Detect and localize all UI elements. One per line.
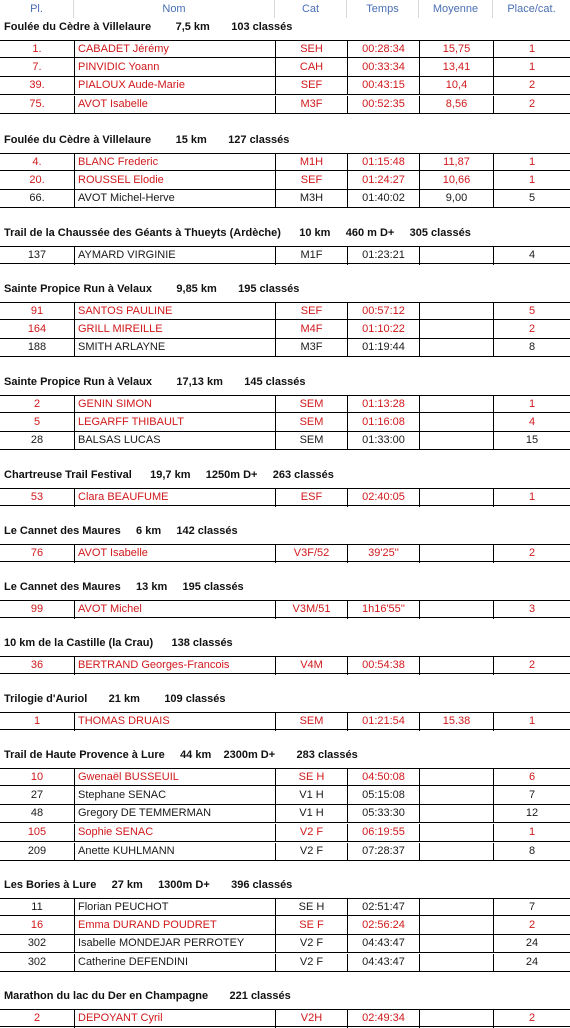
cell-average[interactable] — [419, 899, 493, 917]
cell-category[interactable]: V2H — [275, 1010, 347, 1028]
cell-place[interactable]: 2 — [33, 398, 41, 410]
cell-name[interactable]: SANTOS PAULINE — [74, 303, 275, 321]
cell-average[interactable]: 9,00 — [419, 190, 493, 208]
cell-place-category[interactable]: 5 — [493, 303, 570, 321]
cell-place[interactable]: 7. — [32, 60, 42, 73]
cell-time[interactable]: 00:57:12 — [347, 303, 419, 321]
cell-category[interactable]: M3F — [275, 96, 347, 114]
cell-place[interactable]: 302 — [27, 956, 47, 969]
cell-category[interactable]: SEH — [275, 41, 347, 59]
result-row — [0, 787, 570, 805]
cell-category[interactable]: M1H — [275, 154, 347, 172]
race-title: Les Bories à Lure 27 km 1300m D+ 396 classés — [4, 879, 293, 891]
cell-name[interactable]: Emma DURAND POUDRET — [74, 917, 275, 935]
cell-place[interactable]: 48 — [30, 807, 44, 820]
cell-category[interactable]: ESF — [275, 489, 347, 507]
cell-place[interactable]: 20. — [29, 173, 45, 186]
result-row — [0, 395, 570, 413]
cell-time[interactable]: 02:51:47 — [347, 899, 419, 917]
result-row — [0, 153, 570, 171]
cell-category[interactable]: SE H — [275, 899, 347, 917]
cell-name[interactable]: GENIN SIMON — [74, 396, 275, 414]
result-row — [0, 77, 570, 95]
cell-category[interactable]: SEM — [275, 432, 347, 450]
cell-average[interactable] — [419, 339, 493, 357]
cell-time[interactable]: 01:21:54 — [347, 713, 419, 731]
result-row — [0, 96, 570, 114]
cell-time[interactable]: 04:43:47 — [347, 954, 419, 972]
cell-place[interactable]: 66. — [29, 192, 45, 205]
cell-place-category[interactable]: 7 — [493, 787, 570, 805]
cell-category[interactable]: M1F — [275, 247, 347, 265]
cell-category[interactable]: CAH — [275, 59, 347, 77]
cell-place-category[interactable]: 6 — [493, 769, 570, 787]
cell-place-category[interactable]: 2 — [493, 1010, 570, 1028]
cell-time[interactable]: 00:54:38 — [347, 657, 419, 675]
cell-place[interactable]: 5 — [33, 415, 41, 428]
race-title: Trail de Haute Provence à Lure 44 km 2300m D+ 283 classés — [4, 749, 358, 761]
cell-place[interactable]: 1. — [32, 43, 42, 55]
cell-category[interactable]: M4F — [275, 321, 347, 339]
result-row — [0, 414, 570, 432]
cell-place[interactable]: 10 — [30, 771, 44, 783]
cell-average[interactable]: 8,56 — [419, 96, 493, 114]
cell-time[interactable]: 01:40:02 — [347, 190, 419, 208]
cell-place[interactable]: 209 — [27, 844, 47, 857]
cell-place[interactable]: 39. — [29, 79, 45, 92]
cell-average[interactable]: 15.38 — [419, 713, 493, 731]
cell-time[interactable]: 01:24:27 — [347, 172, 419, 190]
cell-category[interactable]: SE H — [275, 769, 347, 787]
result-row — [0, 917, 570, 935]
race-title: Foulée du Cèdre à Villelaure 15 km 127 classés — [4, 134, 290, 146]
cell-time[interactable]: 07:28:37 — [347, 843, 419, 861]
cell-name[interactable]: AVOT Isabelle — [74, 96, 275, 114]
cell-name[interactable]: BALSAS LUCAS — [74, 432, 275, 450]
col-header-place-category[interactable]: Place/cat. — [507, 3, 556, 15]
cell-time[interactable]: 04:50:08 — [347, 769, 419, 787]
cell-place-category[interactable]: 2 — [493, 545, 570, 563]
race-title: Trilogie d'Auriol 21 km 109 classés — [4, 693, 226, 705]
race-title: Marathon du lac du Der en Champagne 221 classés — [4, 990, 291, 1002]
cell-average[interactable]: 10,66 — [419, 172, 493, 190]
cell-place-category[interactable]: 2 — [493, 917, 570, 935]
cell-place[interactable]: 99 — [30, 603, 44, 615]
cell-name[interactable]: BLANC Frederic — [74, 154, 275, 172]
cell-average[interactable]: 11,87 — [419, 154, 493, 172]
cell-place-category[interactable]: 1 — [493, 489, 570, 507]
cell-place[interactable]: 28 — [30, 434, 44, 447]
cell-average[interactable]: 13,41 — [419, 59, 493, 77]
cell-name[interactable]: GRILL MIREILLE — [74, 321, 275, 339]
cell-place-category[interactable]: 2 — [493, 657, 570, 675]
cell-average[interactable] — [419, 489, 493, 507]
cell-category[interactable]: V2 F — [275, 843, 347, 861]
cell-place-category[interactable]: 8 — [493, 339, 570, 357]
cell-average[interactable] — [419, 396, 493, 414]
result-row — [0, 1009, 570, 1027]
cell-place-category[interactable]: 1 — [493, 396, 570, 414]
race-title: Foulée du Cèdre à Villelaure 7,5 km 103 classés — [4, 21, 293, 33]
cell-time[interactable]: 01:33:00 — [347, 432, 419, 450]
cell-place[interactable]: 53 — [30, 491, 44, 503]
cell-time[interactable]: 06:19:55 — [347, 824, 419, 842]
result-row — [0, 172, 570, 190]
cell-place-category[interactable]: 2 — [493, 321, 570, 339]
result-row — [0, 339, 570, 357]
cell-place[interactable]: 105 — [27, 826, 47, 839]
cell-time[interactable]: 04:43:47 — [347, 935, 419, 953]
cell-time[interactable]: 01:23:21 — [347, 247, 419, 265]
result-row — [0, 488, 570, 506]
race-title: Le Cannet des Maures 13 km 195 classés — [4, 581, 244, 593]
col-header-category[interactable]: Cat — [275, 0, 347, 18]
cell-name[interactable]: AVOT Isabelle — [74, 545, 275, 563]
cell-category[interactable]: V2 F — [275, 935, 347, 953]
result-row — [0, 190, 570, 208]
result-row — [0, 40, 570, 58]
cell-category[interactable]: SEM — [275, 713, 347, 731]
cell-average[interactable] — [419, 935, 493, 953]
cell-name[interactable]: Stephane SENAC — [74, 787, 275, 805]
cell-time[interactable]: 01:15:48 — [347, 154, 419, 172]
cell-place-category[interactable]: 1 — [493, 172, 570, 190]
cell-place[interactable]: 4. — [32, 156, 42, 168]
cell-place-category[interactable]: 5 — [493, 190, 570, 208]
cell-place-category[interactable]: 3 — [493, 601, 570, 619]
cell-average[interactable] — [419, 954, 493, 972]
result-row — [0, 59, 570, 77]
cell-average[interactable] — [419, 545, 493, 563]
cell-category[interactable]: SE F — [275, 917, 347, 935]
cell-category[interactable]: V1 H — [275, 805, 347, 823]
cell-name[interactable]: Gregory DE TEMMERMAN — [74, 805, 275, 823]
result-row — [0, 321, 570, 339]
result-row — [0, 246, 570, 264]
cell-place[interactable]: 302 — [27, 937, 47, 950]
cell-category[interactable]: V1 H — [275, 787, 347, 805]
cell-category[interactable]: V2 F — [275, 954, 347, 972]
result-row — [0, 843, 570, 861]
cell-place-category[interactable]: 24 — [493, 935, 570, 953]
cell-place[interactable]: 164 — [27, 322, 47, 335]
cell-place-category[interactable]: 1 — [493, 59, 570, 77]
cell-category[interactable]: M3F — [275, 339, 347, 357]
cell-time[interactable]: 01:13:28 — [347, 396, 419, 414]
cell-average[interactable] — [419, 414, 493, 432]
cell-name[interactable]: DEPOYANT Cyril — [74, 1010, 275, 1028]
cell-name[interactable]: Isabelle MONDEJAR PERROTEY — [74, 935, 275, 953]
cell-place[interactable]: 76 — [30, 547, 44, 559]
result-row — [0, 898, 570, 916]
result-row — [0, 656, 570, 674]
cell-place-category[interactable]: 1 — [493, 824, 570, 842]
cell-average[interactable] — [419, 769, 493, 787]
cell-name[interactable]: PIALOUX Aude-Marie — [74, 77, 275, 95]
cell-name[interactable]: CABADET Jérémy — [74, 41, 275, 59]
result-row — [0, 600, 570, 618]
cell-average[interactable] — [419, 303, 493, 321]
col-header-time[interactable]: Temps — [347, 0, 419, 18]
cell-time[interactable]: 01:19:44 — [347, 339, 419, 357]
cell-place[interactable]: 188 — [27, 341, 47, 354]
cell-place[interactable]: 91 — [30, 305, 44, 317]
race-title: Chartreuse Trail Festival 19,7 km 1250m D+ 263 classés — [4, 469, 334, 481]
cell-name[interactable]: LEGARFF THIBAULT — [74, 414, 275, 432]
cell-place-category[interactable]: 2 — [493, 77, 570, 95]
cell-average[interactable]: 15,75 — [419, 41, 493, 59]
cell-time[interactable]: 00:43:15 — [347, 77, 419, 95]
cell-category[interactable]: M3H — [275, 190, 347, 208]
cell-place-category[interactable]: 7 — [493, 899, 570, 917]
result-row — [0, 302, 570, 320]
cell-name[interactable]: Anette KUHLMANN — [74, 843, 275, 861]
cell-name[interactable]: THOMAS DRUAIS — [74, 713, 275, 731]
result-row — [0, 824, 570, 842]
cell-average[interactable] — [419, 843, 493, 861]
cell-name[interactable]: Catherine DEFENDINI — [74, 954, 275, 972]
cell-time[interactable]: 05:33:30 — [347, 805, 419, 823]
col-header-name[interactable]: Nom — [74, 0, 275, 18]
cell-place-category[interactable]: 4 — [493, 414, 570, 432]
cell-name[interactable]: Clara BEAUFUME — [74, 489, 275, 507]
cell-place-category[interactable]: 1 — [493, 154, 570, 172]
cell-place[interactable]: 27 — [30, 788, 44, 801]
cell-time[interactable]: 00:28:34 — [347, 41, 419, 59]
cell-name[interactable]: AVOT Michel-Herve — [74, 190, 275, 208]
cell-category[interactable]: V2 F — [275, 824, 347, 842]
cell-category[interactable]: V4M — [275, 657, 347, 675]
cell-category[interactable]: SEF — [275, 172, 347, 190]
cell-time[interactable]: 00:33:34 — [347, 59, 419, 77]
cell-average[interactable] — [419, 917, 493, 935]
cell-place[interactable]: 11 — [31, 901, 43, 913]
cell-time[interactable]: 05:15:08 — [347, 787, 419, 805]
cell-average[interactable] — [419, 1010, 493, 1028]
column-header-row — [0, 0, 570, 18]
cell-name[interactable]: Florian PEUCHOT — [74, 899, 275, 917]
result-row — [0, 954, 570, 972]
race-title: Sainte Propice Run à Velaux 17,13 km 145 classés — [4, 376, 306, 388]
cell-time[interactable]: 02:40:05 — [347, 489, 419, 507]
cell-category[interactable]: SEM — [275, 414, 347, 432]
result-row — [0, 544, 570, 562]
col-header-average[interactable]: Moyenne — [419, 0, 493, 18]
cell-category[interactable]: SEM — [275, 396, 347, 414]
cell-place[interactable]: 2 — [33, 1012, 41, 1024]
cell-category[interactable]: V3F/52 — [275, 545, 347, 563]
cell-average[interactable] — [419, 787, 493, 805]
cell-average[interactable]: 10,4 — [419, 77, 493, 95]
cell-place[interactable]: 137 — [27, 249, 47, 261]
cell-place-category[interactable]: 1 — [493, 713, 570, 731]
cell-average[interactable] — [419, 247, 493, 265]
cell-place[interactable]: 16 — [30, 918, 44, 931]
cell-name[interactable]: AYMARD VIRGINIE — [74, 247, 275, 265]
race-title: Le Cannet des Maures 6 km 142 classés — [4, 525, 238, 537]
cell-place-category[interactable]: 15 — [493, 432, 570, 450]
cell-name[interactable]: Sophie SENAC — [74, 824, 275, 842]
cell-place[interactable]: 36 — [30, 659, 44, 671]
cell-place[interactable]: 1 — [33, 715, 41, 727]
result-row — [0, 805, 570, 823]
cell-place-category[interactable]: 2 — [493, 96, 570, 114]
cell-time[interactable]: 02:49:34 — [347, 1010, 419, 1028]
cell-place-category[interactable]: 12 — [493, 805, 570, 823]
cell-time[interactable]: 02:56:24 — [347, 917, 419, 935]
cell-place-category[interactable]: 4 — [493, 247, 570, 265]
result-row — [0, 712, 570, 730]
cell-average[interactable] — [419, 321, 493, 339]
cell-category[interactable]: SEF — [275, 303, 347, 321]
cell-name[interactable]: PINVIDIC Yoann — [74, 59, 275, 77]
cell-time[interactable]: 39'25'' — [347, 545, 419, 563]
race-title: Sainte Propice Run à Velaux 9,85 km 195 classés — [4, 283, 300, 295]
race-title: 10 km de la Castille (la Crau) 138 classés — [4, 637, 233, 649]
cell-name[interactable]: AVOT Michel — [74, 601, 275, 619]
cell-name[interactable]: BERTRAND Georges-Francois — [74, 657, 275, 675]
cell-time[interactable]: 01:10:22 — [347, 321, 419, 339]
cell-name[interactable]: Gwenaël BUSSEUIL — [74, 769, 275, 787]
cell-place-category[interactable]: 8 — [493, 843, 570, 861]
cell-name[interactable]: ROUSSEL Elodie — [74, 172, 275, 190]
cell-average[interactable] — [419, 824, 493, 842]
cell-category[interactable]: V3M/51 — [275, 601, 347, 619]
cell-name[interactable]: SMITH ARLAYNE — [74, 339, 275, 357]
cell-average[interactable] — [419, 657, 493, 675]
cell-category[interactable]: SEF — [275, 77, 347, 95]
col-header-place[interactable]: Pl. — [0, 0, 74, 18]
race-title: Trail de la Chaussée des Géants à Thueyts (Ardèche) 10 km 460 m D+ 305 classés — [4, 227, 471, 239]
cell-place-category[interactable]: 24 — [493, 954, 570, 972]
result-row — [0, 768, 570, 786]
cell-place-category[interactable]: 1 — [493, 41, 570, 59]
cell-average[interactable] — [419, 601, 493, 619]
result-row — [0, 935, 570, 953]
result-row — [0, 432, 570, 450]
cell-time[interactable]: 1h16'55'' — [347, 601, 419, 619]
cell-average[interactable] — [419, 432, 493, 450]
cell-average[interactable] — [419, 805, 493, 823]
cell-time[interactable]: 00:52:35 — [347, 96, 419, 114]
cell-place[interactable]: 75. — [29, 98, 45, 111]
cell-time[interactable]: 01:16:08 — [347, 414, 419, 432]
